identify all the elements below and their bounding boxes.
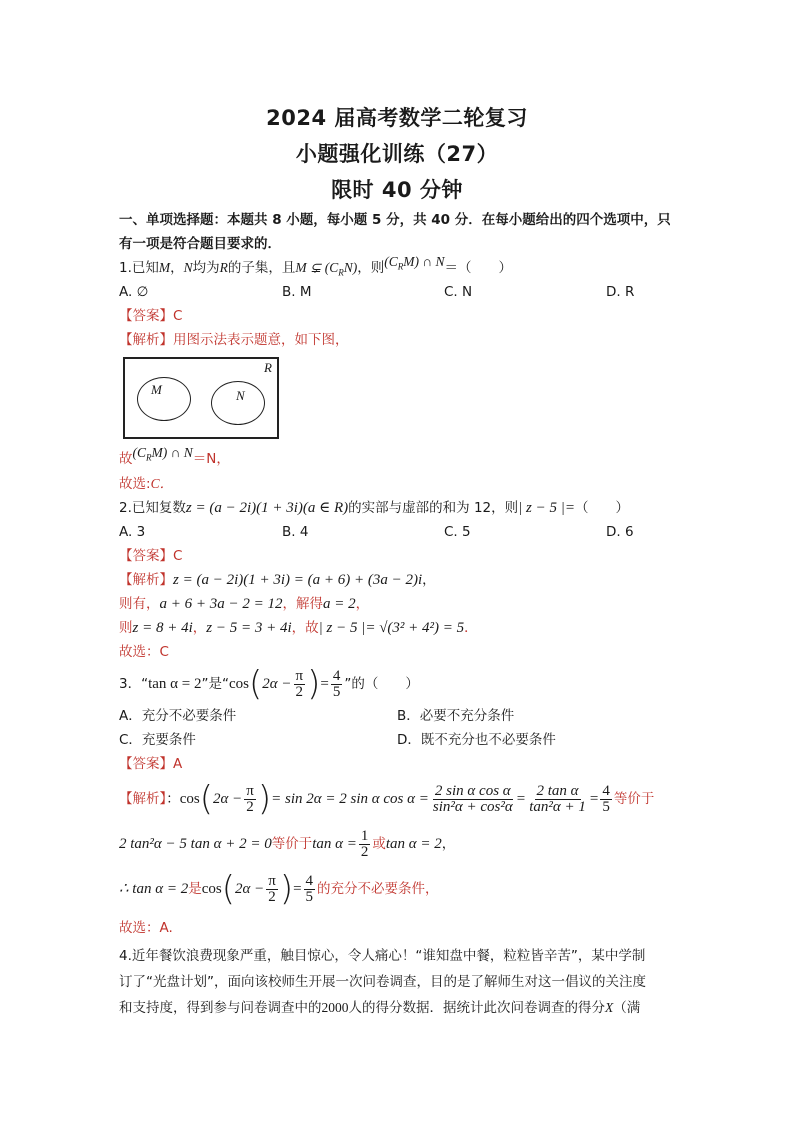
venn-label-n: N [236, 388, 245, 403]
q4-line2: 订了“光盘计划”，面向该校师生开展一次问卷调查，目的是了解师生对这一倡议的关注度 [119, 974, 646, 990]
q2-option-c: C. 5 [444, 524, 471, 540]
q3-analysis-b: 2 tan²α − 5 tan α + 2 = 0等价于tan α = $\frac{1}{2}$ 或tan α = 2， [119, 827, 456, 860]
q2-option-d: D. 6 [606, 524, 634, 540]
q1-final: 故选:C． [119, 476, 174, 492]
q3-option-a: A．充分不必要条件 [119, 708, 237, 724]
section-heading-2: 有一项是符合题目要求的． [119, 236, 281, 252]
venn-set-m [137, 377, 191, 421]
q4-line1: 4.近年餐饮浪费现象严重，触目惊心，令人痛心！“谁知盘中餐，粒粒皆辛苦”，某中学制 [119, 948, 646, 964]
q2-option-b: B. 4 [282, 524, 309, 540]
venn-label-m: M [151, 382, 162, 397]
q2-step1: 则有，a + 6 + 3a − 2 = 12，解得a = 2， [119, 596, 370, 612]
q2-final: 故选：C [119, 644, 169, 660]
q1-option-d: D. R [606, 284, 635, 300]
title-block [0, 100, 794, 208]
q3-final: 故选：A. [119, 920, 173, 936]
q2-analysis: 【解析】z = (a − 2i)(1 + 3i) = (a + 6) + (3a − 2)i， [119, 572, 436, 588]
q2-options [119, 520, 679, 544]
section-heading-1: 一、单项选择题：本题共 8 小题，每小题 5 分，共 40 分．在每小题给出的四个选项中，只 [119, 212, 671, 228]
q2-option-a: A. 3 [119, 524, 146, 540]
content [119, 208, 679, 1020]
q1-set-expr: $(C_RM)$ ∩ N [384, 254, 445, 272]
q2-answer: 【答案】C [119, 548, 183, 564]
q1-option-c: C. N [444, 284, 473, 300]
doc-title: 2024 届高考数学二轮复习 [266, 106, 528, 130]
q3-analysis-c: ∴ tan α = 2是cos(2α − $\frac{\pi}{2}$ )= $\frac{4}{5}$ 的充分不必要条件， [119, 869, 439, 909]
q3-option-d: D．既不充分也不必要条件 [397, 732, 556, 748]
doc-subtitle: 小题强化训练（27） [295, 142, 499, 166]
q3-answer: 【答案】A [119, 756, 183, 772]
venn-diagram [123, 357, 279, 439]
q1-conclusion: 故$(C_RM)$ ∩ N＝N， [119, 445, 230, 467]
q3-option-c: C．充要条件 [119, 732, 196, 748]
venn-label-universe: R [264, 360, 272, 375]
time-limit: 限时 40 分钟 [331, 178, 463, 202]
q2-step2: 则z = 8 + 4i，z − 5 = 3 + 4i，故| z − 5 |= √(3² + 4²) = 5． [119, 620, 478, 636]
q1-options [119, 280, 679, 304]
q3-analysis-a: 【解析】：cos(2α − $\frac{\pi}{2}$ )= sin 2α = 2 sin α cos α = $\frac{\text{2 sin α cos α}}{\text{sin²α + cos²α}}$ = $\frac{\text{2 tan α}}{\text{tan²α + 1}}$ = $\frac{4}{5}$ 等价于 [119, 779, 655, 819]
q1-stem: 1.已知M，N均为R的子集，且M ⊊ $(C_RN)$，则$(C_RM)$ ∩ N＝（ ） [119, 254, 512, 278]
q3-option-b: B．必要不充分条件 [397, 708, 515, 724]
q4-line3: 和支持度，得到参与问卷调查中的2000人的得分数据．据统计此次问卷调查的得分X（满 [119, 1000, 641, 1016]
q1-option-b: B. M [282, 284, 312, 300]
q1-option-a: A. ∅ [119, 284, 149, 300]
q3-options-row2 [119, 728, 679, 752]
q3-stem: 3．“tan α = 2”是“cos(2α − $\frac{\pi}{2}$ )= $\frac{4}{5}$ ”的（ ） [119, 664, 419, 704]
venn-set-n [211, 381, 265, 425]
q1-analysis: 【解析】用图示法表示题意，如下图， [119, 332, 349, 348]
q3-options-row1 [119, 704, 679, 728]
q2-stem: 2.已知复数z = (a − 2i)(1 + 3i)(a ∈ R)的实部与虚部的和为 12，则| z − 5 |=（ ） [119, 500, 629, 516]
q1-answer: 【答案】C [119, 308, 183, 324]
